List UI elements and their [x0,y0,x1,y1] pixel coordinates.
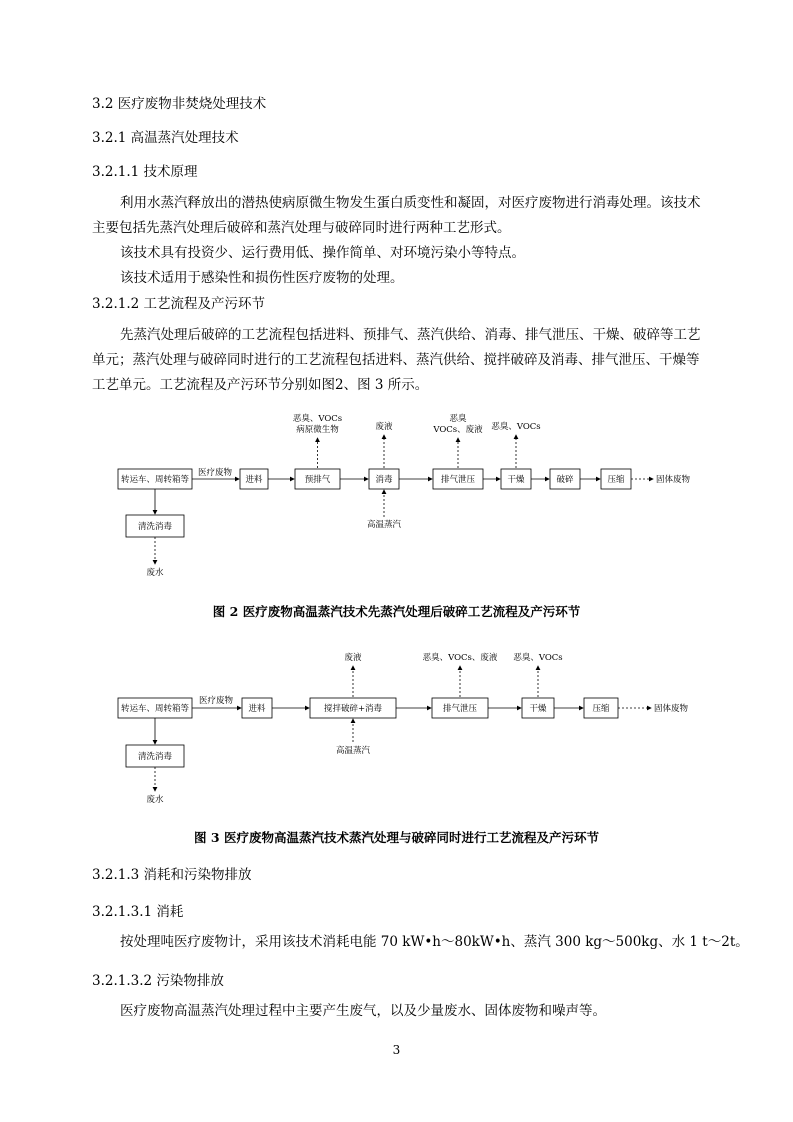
consumption-paragraph [92,930,749,955]
fig2-arrow-label: 医疗废物 [197,468,233,478]
fig2-label-feed: 进料 [245,475,263,485]
fig3-wastewater: 废水 [146,795,164,805]
fig3-emission-crush: 废液 [344,653,362,663]
fig2-emission-preexhaust-2: 病原微生物 [296,425,339,435]
fig2-wastewater: 废水 [146,568,164,578]
fig2-label-wash: 清洗消毒 [137,522,173,532]
principle-scope: 该技术适用于感染性和损伤性医疗废物的处理。 [120,270,404,286]
process-line-1: 先蒸汽处理后破碎的工艺流程包括进料、预排气、蒸汽供给、消毒、排气泄压、干燥、破碎等工艺 [120,327,701,343]
fig3-arrow-label: 医疗废物 [198,696,234,706]
heading-3-2-1-3: 3.2.1.3 消耗和污染物排放 [92,867,252,883]
heading-3-2: 3.2 医疗废物非焚烧处理技术 [92,96,267,112]
fig2-emission-depressurize-1: 恶臭 [449,414,467,424]
principle-features: 该技术具有投资少、运行费用低、操作简单、对环境污染小等特点。 [120,245,525,261]
fig2-label-disinfect: 消毒 [375,475,393,485]
process-line-2: 单元；蒸汽处理与破碎同时进行的工艺流程包括进料、蒸汽供给、搅拌破碎及消毒、排气泄压、干燥等 [92,352,700,368]
heading-3-2-1-2: 3.2.1.2 工艺流程及产污环节 [92,296,266,312]
fig3-label-crush-disinfect: 搅拌破碎+消毒 [323,704,383,714]
fig3-emission-depressurize: 恶臭、VOCs、废液 [422,653,498,663]
process-paragraph [92,323,720,398]
fig2-emission-depressurize-2: VOCs、废液 [433,425,483,435]
fig2-output: 固体废物 [656,475,691,485]
fig3-label-wash: 清洗消毒 [137,752,173,762]
fig2-label-transport: 转运车、周转箱等 [120,475,190,485]
heading-3-2-1-3-1: 3.2.1.3.1 消耗 [92,904,184,920]
fig3-output: 固体废物 [654,704,689,714]
fig3-label-depressurize: 排气泄压 [442,704,478,714]
fig2-steam: 高温蒸汽 [366,520,402,530]
principle-line-1: 利用水蒸汽释放出的潜热使病原微生物发生蛋白质变性和凝固，对医疗废物进行消毒处理。该技术 [120,195,701,211]
heading-3-2-1: 3.2.1 高温蒸汽处理技术 [92,130,239,146]
fig3-label-transport: 转运车、周转箱等 [120,704,190,714]
fig3-label-feed: 进料 [248,704,266,714]
principle-paragraph [92,191,720,291]
fig3-steam: 高温蒸汽 [335,746,371,756]
figure-2-caption: 图 2 医疗废物高温蒸汽技术先蒸汽处理后破碎工艺流程及产污环节 [212,604,581,619]
fig2-emission-dry: 恶臭、VOCs [491,422,541,432]
fig3-emission-dry: 恶臭、VOCs [513,653,563,663]
principle-line-2: 主要包括先蒸汽处理后破碎和蒸汽处理与破碎同时进行两种工艺形式。 [92,220,511,236]
figure-2-diagram [0,405,793,585]
heading-3-2-1-1: 3.2.1.1 技术原理 [92,164,198,180]
fig2-label-depressurize: 排气泄压 [440,475,476,485]
process-line-3: 工艺单元。工艺流程及产污环节分别如图2、图 3 所示。 [92,377,429,393]
fig2-label-compress: 压缩 [607,475,625,485]
fig2-emission-preexhaust-1: 恶臭、VOCs [292,414,343,424]
emission-paragraph [92,999,720,1024]
heading-3-2-1-3-2: 3.2.1.3.2 污染物排放 [92,973,224,989]
fig2-label-preexhaust: 预排气 [304,475,331,485]
page-number: 3 [392,1043,401,1057]
fig3-label-compress: 压缩 [592,704,610,714]
figure-3-diagram [0,640,793,810]
consumption-line: 按处理吨医疗废物计，采用该技术消耗电能 70 kW•h～80kW•h、蒸汽 300 kg～500kg、水 1 t～2t。 [120,934,749,950]
fig3-label-dry: 干燥 [529,704,547,714]
fig2-label-dry: 干燥 [507,475,525,485]
fig2-emission-disinfect: 废液 [375,422,393,432]
emission-line: 医疗废物高温蒸汽处理过程中主要产生废气，以及少量废水、固体废物和噪声等。 [120,1003,606,1019]
fig2-label-crush: 破碎 [556,475,574,485]
figure-3-caption: 图 3 医疗废物高温蒸汽技术蒸汽处理与破碎同时进行工艺流程及产污环节 [194,830,599,845]
